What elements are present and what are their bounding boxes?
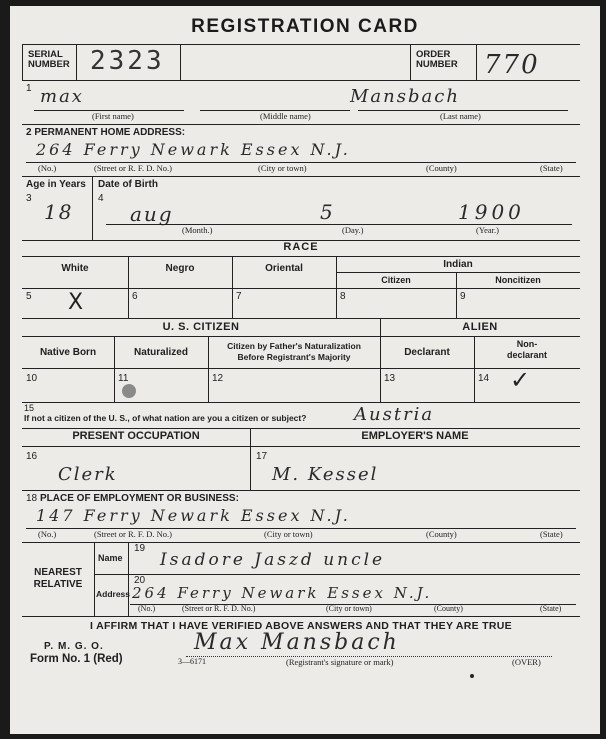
- address-county-label: (County): [426, 163, 457, 173]
- over-label: (OVER): [512, 657, 541, 667]
- age-value: 18: [44, 200, 74, 224]
- relative-county-label: (County): [434, 604, 463, 613]
- dob-month-value: aug: [130, 202, 174, 226]
- address-no-label: (No.): [38, 163, 57, 173]
- signature-label: (Registrant's signature or mark): [286, 657, 394, 667]
- employment-value: 147 Ferry Newark Essex N.J.: [36, 506, 351, 525]
- dob-day-value: 5: [320, 200, 335, 224]
- occupation-heading: PRESENT OCCUPATION: [72, 430, 200, 442]
- ink-dot: [470, 674, 474, 678]
- form-code: 3—6171: [178, 657, 206, 666]
- employment-county-label: (County): [426, 529, 457, 539]
- nondeclarant-mark: ✓: [510, 366, 531, 394]
- declarant-label: Declarant: [404, 347, 450, 358]
- serial-number-value: 2323: [90, 46, 165, 76]
- first-name-value: max: [40, 86, 84, 107]
- last-name-label: (Last name): [440, 111, 481, 121]
- dob-year-value: 1900: [458, 200, 525, 224]
- relative-address-label: Address: [96, 589, 131, 599]
- race-indian-label: Indian: [443, 259, 473, 270]
- registration-card: REGISTRATION CARD SERIAL NUMBER 2323 ORDER NUMBER 770 1 max Mansbach (First name) (Middle name) (Last name) 2 PERMANENT HOME ADDRESS: 264 Ferry Newark Essex N.J. (No.) (Street or R. F. D. No.) (City or town) (County) (State) Age in Years 3 18 Date of Birth 4 aug 5 1900 (Month.) (Day.) (Year.) RACE White Negro Oriental Indian Citizen Noncitizen 5 6 7 8 9 X U. S. CITIZEN ALIEN Native Born Naturalized Citizen by Father's Naturalization Before Registrant's Majority Declarant Non- declarant 10 11 12 13 14 ✓ 15 If not a citizen of the U. S., of what nation are you a citizen or subject? Austria PRESENT OCCUPATION EMPLOYER'S NAME 16 17 Clerk M. Kessel 18 PLACE OF EMPLOYMENT OR BUSINESS: 147 Ferry Newark Essex N.J. (No.) (Street or R. F. D. No.) (City or town) (County) (State) NEAREST RELATIVE Name Address 19 20 Isadore Jaszd uncle 264 Ferry Newark Essex N.J. (No.) (Street or R. F. D. No.) (City or town) (County) (State) I AFFIRM THAT I HAVE VERIFIED ABOVE ANSWERS AND THAT THEY ARE TRUE P. M. G. O. Form No. 1 (Red) 3—6171 Max Mansbach (Registrant's signature or mark) (OVER): [10, 6, 600, 734]
- serial-number-label: SERIAL NUMBER: [28, 49, 70, 70]
- occupation-value: Clerk: [58, 464, 118, 485]
- dob-month-label: (Month.): [182, 225, 213, 235]
- relative-no-label: (No.): [138, 604, 156, 613]
- registrant-signature: Max Mansbach: [194, 630, 400, 655]
- race-white-label: White: [61, 263, 89, 274]
- father-naturalization-label-2: Before Registrant's Majority: [237, 352, 351, 362]
- race-negro-label: Negro: [165, 263, 195, 274]
- employment-heading: PLACE OF EMPLOYMENT OR BUSINESS:: [40, 493, 239, 504]
- last-name-value: Mansbach: [350, 86, 460, 107]
- address-city-label: (City or town): [258, 163, 307, 173]
- native-born-label: Native Born: [39, 347, 97, 358]
- nondeclarant-label-1: Non-: [516, 339, 538, 349]
- employer-value: M. Kessel: [272, 464, 379, 485]
- alien-heading: ALIEN: [462, 321, 498, 333]
- middle-name-label: (Middle name): [260, 111, 311, 121]
- dob-year-label: (Year.): [476, 225, 499, 235]
- father-naturalization-label-1: Citizen by Father's Naturalization: [227, 341, 361, 351]
- order-number-value: 770: [484, 50, 540, 80]
- pmgo-label: P. M. G. O.: [44, 641, 104, 652]
- address-street-label: (Street or R. F. D. No.): [94, 163, 172, 173]
- nearest-relative-heading-1: NEAREST: [34, 567, 82, 578]
- race-indian-citizen-label: Citizen: [381, 275, 411, 285]
- relative-name-label: Name: [98, 553, 123, 563]
- card-title: REGISTRATION CARD: [191, 16, 419, 37]
- naturalized-label: Naturalized: [134, 347, 188, 358]
- form-number-label: Form No. 1 (Red): [30, 653, 123, 665]
- dob-day-label: (Day.): [342, 225, 364, 235]
- nearest-relative-heading-2: RELATIVE: [33, 579, 83, 590]
- employment-no-label: (No.): [38, 529, 57, 539]
- race-oriental-label: Oriental: [265, 263, 303, 274]
- relative-city-label: (City or town): [326, 604, 372, 613]
- employer-heading: EMPLOYER'S NAME: [361, 430, 469, 442]
- relative-street-label: (Street or R. F. D. No.): [182, 604, 256, 613]
- dob-label: Date of Birth: [98, 179, 158, 190]
- ink-blot: [122, 384, 136, 398]
- home-address-heading: 2 PERMANENT HOME ADDRESS:: [26, 127, 186, 138]
- employment-city-label: (City or town): [264, 529, 313, 539]
- affirmation-statement: I AFFIRM THAT I HAVE VERIFIED ABOVE ANSWERS AND THAT THEY ARE TRUE: [90, 620, 512, 632]
- relative-address-value: 264 Ferry Newark Essex N.J.: [132, 584, 433, 602]
- nondeclarant-label-2: declarant: [506, 350, 548, 360]
- first-name-label: (First name): [92, 111, 134, 121]
- age-label: Age in Years: [26, 179, 86, 190]
- home-address-value: 264 Ferry Newark Essex N.J.: [36, 140, 351, 159]
- address-state-label: (State): [540, 163, 563, 173]
- us-citizen-heading: U. S. CITIZEN: [162, 321, 240, 333]
- race-indian-noncitizen-label: Noncitizen: [495, 275, 541, 285]
- nation-value: Austria: [354, 404, 435, 425]
- nation-question: If not a citizen of the U. S., of what nation are you a citizen or subject?: [24, 413, 307, 423]
- relative-state-label: (State): [540, 604, 562, 613]
- employment-street-label: (Street or R. F. D. No.): [94, 529, 172, 539]
- relative-name-value: Isadore Jaszd uncle: [160, 550, 386, 570]
- employment-state-label: (State): [540, 529, 563, 539]
- race-heading: RACE: [283, 241, 319, 253]
- race-white-mark: X: [68, 290, 84, 315]
- order-number-label: ORDER NUMBER: [416, 49, 458, 70]
